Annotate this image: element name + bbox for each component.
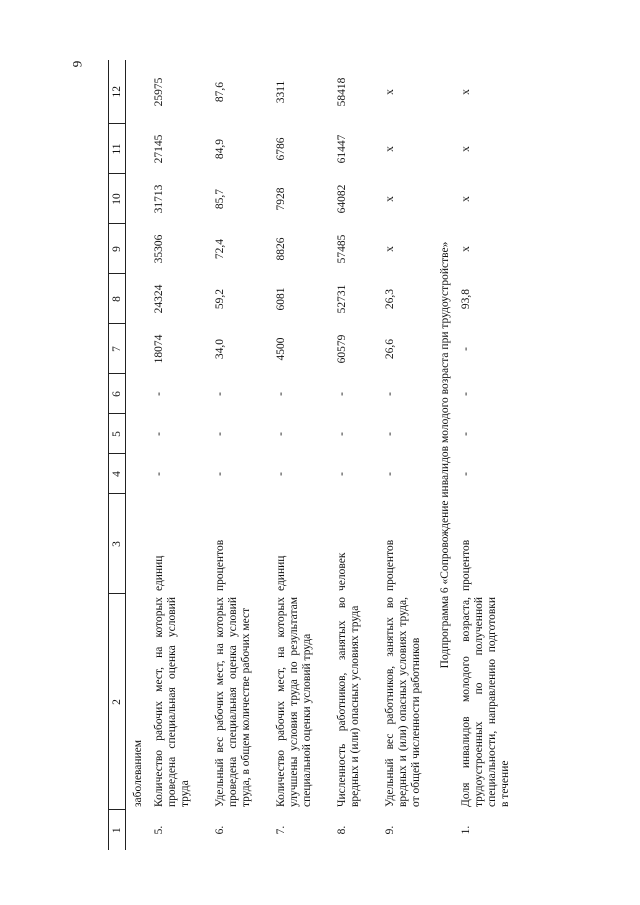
indicator-name: Удельный вес рабочих мест, на которых проведена специальная оценка условий труда, в общем количестве рабочих мест — [214, 597, 252, 807]
value-cell: 25975 — [153, 77, 165, 107]
value-cell: - — [384, 472, 396, 476]
subprogram-title: Подпрограмма 6 «Сопровождение инвалидов молодого возраста при трудоустройстве» — [439, 241, 451, 669]
table-row — [253, 60, 314, 850]
value-cell: x — [384, 89, 396, 95]
value-cell: 6081 — [275, 287, 287, 311]
value-cell: - — [275, 392, 287, 396]
value-cell: - — [214, 432, 226, 436]
row-number: 9. — [384, 825, 396, 835]
value-cell: - — [275, 432, 287, 436]
value-cell: - — [384, 392, 396, 396]
unit-cell: процентов — [460, 539, 472, 591]
header-cell: 1 — [109, 810, 126, 850]
row-number: 1. — [460, 825, 472, 835]
header-cell: 10 — [109, 174, 126, 224]
value-cell: 8826 — [275, 237, 287, 261]
value-cell: - — [460, 432, 472, 436]
indicator-name: Количество рабочих мест, на которых улучшены условия труда по результатам специальной оценки условий труда — [275, 597, 313, 807]
value-cell: x — [460, 146, 472, 152]
table-row — [145, 60, 192, 850]
header-cell: 7 — [109, 324, 126, 374]
value-cell: x — [460, 89, 472, 95]
subprogram-row — [423, 60, 452, 850]
row-number: 8. — [336, 825, 348, 835]
value-cell: - — [336, 432, 348, 436]
value-cell: 58418 — [336, 77, 348, 107]
value-cell: x — [384, 146, 396, 152]
value-cell: - — [460, 347, 472, 351]
value-cell: x — [460, 196, 472, 202]
value-cell: - — [153, 392, 165, 396]
value-cell: 24324 — [153, 284, 165, 314]
value-cell: 52731 — [336, 284, 348, 314]
header-cell: 5 — [109, 414, 126, 454]
value-cell: 93,8 — [460, 288, 472, 310]
value-cell: 7928 — [275, 187, 287, 211]
value-cell: 35306 — [153, 234, 165, 264]
unit-cell: процентов — [384, 539, 396, 591]
value-cell: - — [460, 472, 472, 476]
header-cell: 3 — [109, 494, 126, 594]
row-number: 5. — [153, 825, 165, 835]
indicator-name: Количество рабочих мест, на которых проведена специальная оценка условий труда — [153, 597, 191, 807]
value-cell: 3311 — [275, 80, 287, 104]
indicator-table — [108, 60, 512, 850]
table-row — [452, 60, 512, 850]
page-number: 9 — [69, 60, 85, 68]
value-cell: 6786 — [275, 137, 287, 161]
unit-cell: человек — [336, 552, 348, 591]
row-number: 6. — [214, 825, 226, 835]
value-cell: 59,2 — [214, 288, 226, 310]
table-row — [314, 60, 362, 850]
value-cell: - — [153, 472, 165, 476]
value-cell: x — [384, 196, 396, 202]
value-cell: 18074 — [153, 334, 165, 364]
row-number: 7. — [275, 825, 287, 835]
value-cell: 31713 — [153, 184, 165, 214]
value-cell: 34,0 — [214, 338, 226, 360]
value-cell: 87,6 — [214, 81, 226, 103]
value-cell: 72,4 — [214, 238, 226, 260]
header-cell: 11 — [109, 124, 126, 174]
table-row — [192, 60, 253, 850]
value-cell: - — [336, 392, 348, 396]
value-cell: - — [384, 432, 396, 436]
value-cell: 26,3 — [384, 288, 396, 310]
value-cell: 57485 — [336, 234, 348, 264]
indicator-name: Удельный вес работников, занятых во вредных и (или) опасных условиях труда, от общей численности работников — [384, 597, 422, 807]
header-cell: 8 — [109, 274, 126, 324]
header-cell: 4 — [109, 454, 126, 494]
value-cell: 64082 — [336, 184, 348, 214]
table-header-row — [109, 60, 126, 850]
continuation-text: заболеванием — [132, 739, 144, 807]
header-cell: 9 — [109, 224, 126, 274]
indicator-name: Численность работников, занятых во вредных и (или) опасных условиях труда — [336, 597, 361, 807]
header-cell: 2 — [109, 594, 126, 810]
value-cell: 60579 — [336, 334, 348, 364]
value-cell: - — [214, 392, 226, 396]
value-cell: 85,7 — [214, 188, 226, 210]
value-cell: 61447 — [336, 134, 348, 164]
value-cell: x — [384, 246, 396, 252]
rotated-page-content — [108, 60, 538, 850]
value-cell: x — [460, 246, 472, 252]
table-row — [362, 60, 423, 850]
unit-cell: единиц — [275, 555, 287, 591]
value-cell: - — [275, 472, 287, 476]
value-cell: - — [214, 472, 226, 476]
unit-cell: единиц — [153, 555, 165, 591]
continuation-row — [126, 60, 146, 850]
value-cell: 84,9 — [214, 138, 226, 160]
unit-cell: процентов — [214, 539, 226, 591]
value-cell: 4500 — [275, 337, 287, 361]
value-cell: 27145 — [153, 134, 165, 164]
indicator-name: Доля инвалидов молодого возраста, трудоустроенных по полученной специальности, направлению подготовки в течение — [460, 597, 511, 807]
header-cell: 6 — [109, 374, 126, 414]
header-cell: 12 — [109, 60, 126, 124]
value-cell: - — [336, 472, 348, 476]
value-cell: 26,6 — [384, 338, 396, 360]
value-cell: - — [460, 392, 472, 396]
value-cell: - — [153, 432, 165, 436]
